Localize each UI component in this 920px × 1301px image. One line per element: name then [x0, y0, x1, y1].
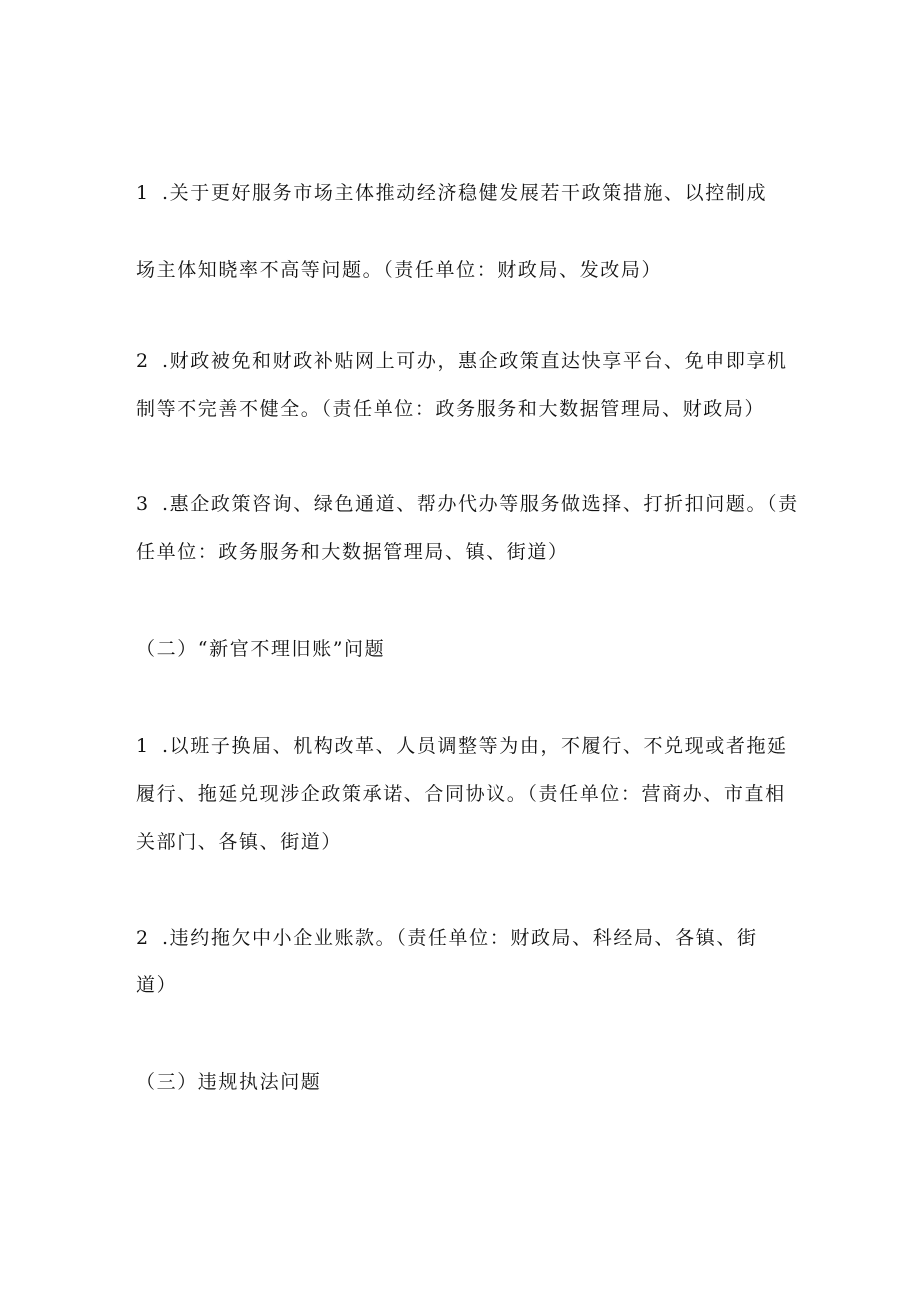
item-text: 场主体知晓率不高等问题。（责任单位：财政局、发改局）: [136, 259, 663, 281]
section-3-heading: （三）违规执法问题: [136, 1071, 322, 1093]
item-text: 履行、拖延兑现涉企政策承诺、合同协议。（责任单位：营商办、市直相: [136, 783, 786, 805]
item-number: 1: [136, 182, 150, 204]
item-text: 关部门、各镇、街道）: [136, 831, 343, 853]
item-text: .财政被免和财政补贴网上可办，惠企政策直达快享平台、免申即享机: [162, 350, 788, 372]
item-3-line-2: [136, 540, 569, 564]
item-text: 制等不完善不健全。（责任单位：政务服务和大数据管理局、财政局）: [136, 398, 766, 420]
item-number: 3: [136, 493, 150, 515]
item-text: 道）: [136, 974, 178, 996]
item-2-line-2: [136, 397, 765, 421]
item-text: .以班子换届、机构改革、人员调整等为由，不履行、不兑现或者拖延: [162, 735, 788, 757]
item-number: 2: [136, 350, 150, 372]
item-text: .关于更好服务市场主体推动经济稳健发展若干政策措施、以控制成: [162, 182, 768, 204]
section-2-heading: （二）“新官不理旧账”问题: [136, 638, 386, 660]
section-2-item-1-line-3: [136, 830, 342, 854]
item-number: 2: [136, 927, 150, 949]
section-2-item-1-line-2: [136, 782, 786, 806]
section-2-item-1-line-1: [136, 734, 788, 758]
item-3-line-1: [136, 492, 799, 516]
section-2-item-2-line-2: [136, 973, 177, 997]
item-2-line-1: [136, 349, 788, 373]
item-1-line-1: [136, 181, 767, 205]
item-number: 1: [136, 735, 150, 757]
section-2-item-2-line-1: [136, 926, 758, 950]
item-text: 任单位：政务服务和大数据管理局、镇、街道）: [136, 541, 569, 563]
item-text: .违约拖欠中小企业账款。（责任单位：财政局、科经局、各镇、街: [162, 927, 758, 949]
item-text: .惠企政策咨询、绿色通道、帮办代办等服务做选择、打折扣问题。（责: [162, 493, 799, 515]
item-1-line-2: [136, 258, 662, 282]
